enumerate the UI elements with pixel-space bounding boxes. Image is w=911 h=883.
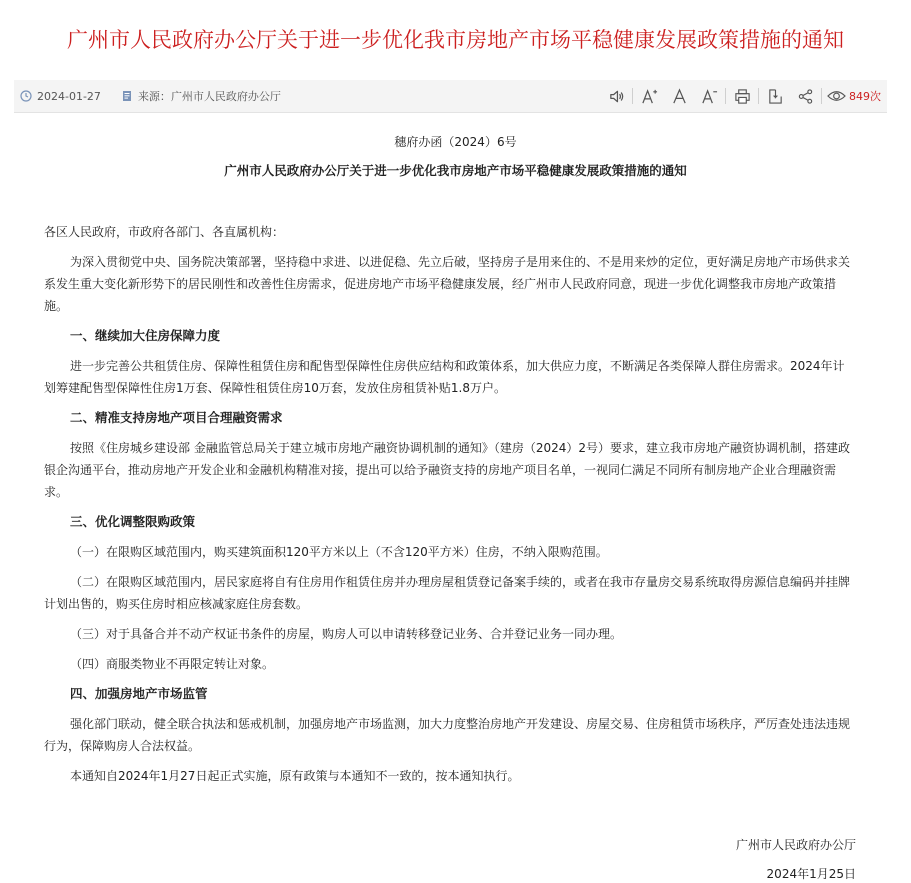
page-title: 广州市人民政府办公厅关于进一步优化我市房地产市场平稳健康发展政策措施的通知: [67, 28, 844, 52]
audio-icon: [608, 88, 625, 105]
source-label: 来源：: [137, 90, 171, 103]
print-button[interactable]: [727, 80, 757, 112]
print-icon: [734, 88, 751, 105]
document-subtitle: 广州市人民政府办公厅关于进一步优化我市房地产市场平稳健康发展政策措施的通知: [224, 163, 687, 178]
toolbar: [601, 80, 881, 112]
issuer-signature: 广州市人民政府办公厅: [735, 838, 856, 852]
section-heading: 二、精准支持房地产项目合理融资需求: [70, 410, 283, 425]
section-heading: 三、优化调整限购政策: [70, 514, 196, 529]
article-body: [44, 221, 854, 795]
view-count: [827, 88, 881, 104]
font-decrease-icon: [701, 88, 718, 105]
document-number: 穗府办函（2024）6号: [394, 135, 517, 149]
paragraph: （二）在限购区域范围内，居民家庭将自有住房用作租赁住房并办理房屋租赁登记备案手续的，或者在我市存量房交易系统取得房源信息编码并挂牌计划出售的，购买住房时相应核减家庭住房套数。: [44, 575, 851, 611]
paragraph: 强化部门联动，健全联合执法和惩戒机制，加强房地产市场监测，加大力度整治房地产开发建设、房屋交易、住房租赁市场秩序，严厉查处违法违规行为，保障购房人合法权益。: [44, 717, 851, 753]
source-info: [121, 88, 281, 104]
meta-bar: [14, 80, 887, 113]
save-icon: [767, 88, 784, 105]
font-decrease-button[interactable]: [694, 80, 724, 112]
paragraph: （三）对于具备合并不动产权证书条件的房屋，购房人可以申请转移登记业务、合并登记业务一同办理。: [70, 627, 623, 641]
section-heading: 四、加强房地产市场监管: [70, 686, 208, 701]
font-increase-icon: [641, 88, 658, 105]
eye-icon: [827, 89, 846, 103]
paragraph: （一）在限购区域范围内，购买建筑面积120平方米以上（不含120平方米）住房，不纳入限购范围。: [70, 545, 608, 559]
clock-icon: [20, 90, 32, 102]
share-button[interactable]: [790, 80, 820, 112]
salutation: 各区人民政府，市政府各部门、各直属机构：: [44, 225, 285, 239]
paragraph: （四）商服类物业不再限定转让对象。: [70, 657, 275, 671]
font-increase-button[interactable]: [634, 80, 664, 112]
font-default-button[interactable]: [664, 80, 694, 112]
paragraph: 按照《住房城乡建设部 金融监管总局关于建立城市房地产融资协调机制的通知》（建房（2024）2号）要求，建立我市房地产融资协调机制，搭建政银企沟通平台，推动房地产开发企业和金融机构精准对接，提出可以给予融资支持的房地产项目名单，一视同仁满足不同所有制房地产企业合理融资需求。: [44, 441, 850, 499]
paragraph: 本通知自2024年1月27日起正式实施，原有政策与本通知不一致的，按本通知执行。: [70, 769, 520, 783]
intro-paragraph: 为深入贯彻党中央、国务院决策部署，坚持稳中求进、以进促稳、先立后破，坚持房子是用来住的、不是用来炒的定位，更好满足房地产市场供求关系发生重大变化新形势下的居民刚性和改善性住房需求，促进房地产市场平稳健康发展，经广州市人民政府同意，现进一步优化调整我市房地产政策措施。: [44, 255, 851, 313]
source-text: 广州市人民政府办公厅: [170, 90, 281, 103]
sign-date: 2024年1月25日: [766, 867, 856, 881]
document-icon: [121, 90, 133, 102]
paragraph: 进一步完善公共租赁住房、保障性租赁住房和配售型保障性住房供应结构和政策体系，加大供应力度，不断满足各类保障人群住房需求。2024年计划筹建配售型保障性住房1万套、保障性租赁住房10万套，发放住房租赁补贴1.8万户。: [44, 359, 845, 395]
read-aloud-button[interactable]: [601, 80, 631, 112]
publish-date: [20, 90, 101, 103]
save-button[interactable]: [760, 80, 790, 112]
view-count-text: 849次: [849, 90, 881, 103]
publish-date-text: 2024-01-27: [37, 89, 101, 103]
share-icon: [797, 88, 814, 105]
section-heading: 一、继续加大住房保障力度: [70, 328, 221, 343]
font-default-icon: [671, 88, 688, 105]
